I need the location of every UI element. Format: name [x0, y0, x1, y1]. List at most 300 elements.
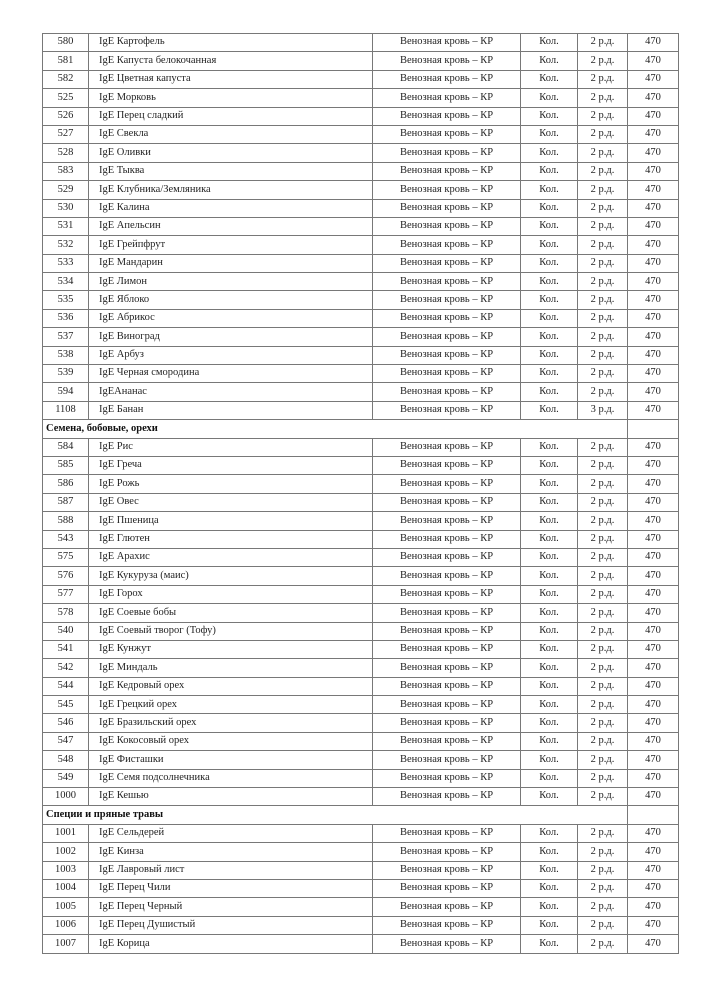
result-type-cell: Кол. [521, 898, 578, 916]
turnaround-cell: 2 р.д. [578, 291, 628, 309]
result-type-cell: Кол. [521, 383, 578, 401]
turnaround-cell: 3 р.д. [578, 401, 628, 419]
code-cell: 575 [43, 548, 89, 566]
table-row [43, 144, 679, 162]
code-cell: 577 [43, 585, 89, 603]
test-name-cell: IgE Морковь [89, 89, 373, 107]
table-row [43, 401, 679, 419]
table-row [43, 89, 679, 107]
code-cell: 581 [43, 52, 89, 70]
code-cell: 546 [43, 714, 89, 732]
code-cell: 1108 [43, 401, 89, 419]
turnaround-cell: 2 р.д. [578, 548, 628, 566]
test-name-cell: IgE Корица [89, 935, 373, 953]
result-type-cell: Кол. [521, 696, 578, 714]
test-name-cell: IgE Цветная капуста [89, 70, 373, 88]
price-cell: 470 [628, 714, 679, 732]
test-name-cell: IgE Грецкий орех [89, 696, 373, 714]
biomaterial-cell: Венозная кровь – КР [373, 843, 521, 861]
test-name-cell: IgE Мандарин [89, 254, 373, 272]
biomaterial-cell: Венозная кровь – КР [373, 548, 521, 566]
code-cell: 534 [43, 273, 89, 291]
code-cell: 580 [43, 34, 89, 52]
result-type-cell: Кол. [521, 236, 578, 254]
price-cell: 470 [628, 346, 679, 364]
result-type-cell: Кол. [521, 585, 578, 603]
code-cell: 583 [43, 162, 89, 180]
biomaterial-cell: Венозная кровь – КР [373, 916, 521, 934]
price-cell: 470 [628, 475, 679, 493]
biomaterial-cell: Венозная кровь – КР [373, 751, 521, 769]
biomaterial-cell: Венозная кровь – КР [373, 125, 521, 143]
test-name-cell: IgE Грейпфрут [89, 236, 373, 254]
price-cell: 470 [628, 824, 679, 842]
price-cell: 470 [628, 585, 679, 603]
code-cell: 525 [43, 89, 89, 107]
price-list-body [43, 34, 679, 954]
table-row [43, 512, 679, 530]
price-cell: 470 [628, 383, 679, 401]
table-row [43, 70, 679, 88]
result-type-cell: Кол. [521, 52, 578, 70]
price-cell: 470 [628, 548, 679, 566]
table-row [43, 769, 679, 787]
test-name-cell: IgE Яблоко [89, 291, 373, 309]
table-row [43, 52, 679, 70]
turnaround-cell: 2 р.д. [578, 346, 628, 364]
result-type-cell: Кол. [521, 144, 578, 162]
result-type-cell: Кол. [521, 530, 578, 548]
biomaterial-cell: Венозная кровь – КР [373, 604, 521, 622]
test-name-cell: IgE Абрикос [89, 309, 373, 327]
result-type-cell: Кол. [521, 291, 578, 309]
turnaround-cell: 2 р.д. [578, 788, 628, 806]
price-cell: 470 [628, 604, 679, 622]
price-cell: 470 [628, 236, 679, 254]
section-header-row [43, 420, 679, 438]
result-type-cell: Кол. [521, 475, 578, 493]
turnaround-cell: 2 р.д. [578, 456, 628, 474]
table-row [43, 107, 679, 125]
biomaterial-cell: Венозная кровь – КР [373, 788, 521, 806]
test-name-cell: IgE Арахис [89, 548, 373, 566]
code-cell: 544 [43, 677, 89, 695]
test-name-cell: IgE Перец сладкий [89, 107, 373, 125]
test-name-cell: IgE Лавровый лист [89, 861, 373, 879]
price-cell: 470 [628, 254, 679, 272]
price-cell: 470 [628, 788, 679, 806]
table-row [43, 732, 679, 750]
result-type-cell: Кол. [521, 217, 578, 235]
result-type-cell: Кол. [521, 824, 578, 842]
table-row [43, 567, 679, 585]
biomaterial-cell: Венозная кровь – КР [373, 696, 521, 714]
code-cell: 1001 [43, 824, 89, 842]
section-header-empty-price-cell [628, 806, 679, 824]
test-name-cell: IgE Соевый творог (Тофу) [89, 622, 373, 640]
code-cell: 536 [43, 309, 89, 327]
biomaterial-cell: Венозная кровь – КР [373, 769, 521, 787]
test-name-cell: IgE Арбуз [89, 346, 373, 364]
table-row [43, 898, 679, 916]
section-header-empty-price-cell [628, 420, 679, 438]
result-type-cell: Кол. [521, 70, 578, 88]
table-row [43, 677, 679, 695]
test-name-cell: IgE Перец Чили [89, 879, 373, 897]
test-name-cell: IgE Семя подсолнечника [89, 769, 373, 787]
turnaround-cell: 2 р.д. [578, 365, 628, 383]
turnaround-cell: 2 р.д. [578, 328, 628, 346]
biomaterial-cell: Венозная кровь – КР [373, 456, 521, 474]
code-cell: 1004 [43, 879, 89, 897]
price-cell: 470 [628, 401, 679, 419]
turnaround-cell: 2 р.д. [578, 935, 628, 953]
biomaterial-cell: Венозная кровь – КР [373, 70, 521, 88]
table-row [43, 696, 679, 714]
code-cell: 537 [43, 328, 89, 346]
result-type-cell: Кол. [521, 548, 578, 566]
turnaround-cell: 2 р.д. [578, 824, 628, 842]
code-cell: 1003 [43, 861, 89, 879]
section-header-row [43, 806, 679, 824]
turnaround-cell: 2 р.д. [578, 659, 628, 677]
result-type-cell: Кол. [521, 254, 578, 272]
biomaterial-cell: Венозная кровь – КР [373, 89, 521, 107]
price-cell: 470 [628, 677, 679, 695]
result-type-cell: Кол. [521, 916, 578, 934]
price-cell: 470 [628, 567, 679, 585]
price-cell: 470 [628, 89, 679, 107]
table-row [43, 843, 679, 861]
turnaround-cell: 2 р.д. [578, 567, 628, 585]
turnaround-cell: 2 р.д. [578, 144, 628, 162]
biomaterial-cell: Венозная кровь – КР [373, 144, 521, 162]
table-row [43, 751, 679, 769]
table-row [43, 346, 679, 364]
biomaterial-cell: Венозная кровь – КР [373, 622, 521, 640]
test-name-cell: IgE Соевые бобы [89, 604, 373, 622]
test-name-cell: IgE Лимон [89, 273, 373, 291]
result-type-cell: Кол. [521, 879, 578, 897]
table-row [43, 585, 679, 603]
code-cell: 531 [43, 217, 89, 235]
code-cell: 576 [43, 567, 89, 585]
table-row [43, 383, 679, 401]
test-name-cell: IgE Фисташки [89, 751, 373, 769]
biomaterial-cell: Венозная кровь – КР [373, 935, 521, 953]
biomaterial-cell: Венозная кровь – КР [373, 107, 521, 125]
turnaround-cell: 2 р.д. [578, 107, 628, 125]
turnaround-cell: 2 р.д. [578, 861, 628, 879]
code-cell: 527 [43, 125, 89, 143]
test-name-cell: IgE Рожь [89, 475, 373, 493]
price-cell: 470 [628, 512, 679, 530]
price-cell: 470 [628, 935, 679, 953]
result-type-cell: Кол. [521, 493, 578, 511]
turnaround-cell: 2 р.д. [578, 677, 628, 695]
code-cell: 539 [43, 365, 89, 383]
result-type-cell: Кол. [521, 622, 578, 640]
price-cell: 470 [628, 181, 679, 199]
turnaround-cell: 2 р.д. [578, 181, 628, 199]
biomaterial-cell: Венозная кровь – КР [373, 181, 521, 199]
result-type-cell: Кол. [521, 788, 578, 806]
price-cell: 470 [628, 34, 679, 52]
code-cell: 584 [43, 438, 89, 456]
code-cell: 549 [43, 769, 89, 787]
turnaround-cell: 2 р.д. [578, 475, 628, 493]
code-cell: 543 [43, 530, 89, 548]
test-name-cell: IgE Перец Душистый [89, 916, 373, 934]
table-row [43, 824, 679, 842]
code-cell: 542 [43, 659, 89, 677]
turnaround-cell: 2 р.д. [578, 769, 628, 787]
biomaterial-cell: Венозная кровь – КР [373, 273, 521, 291]
test-name-cell: IgE Кунжут [89, 640, 373, 658]
table-row [43, 217, 679, 235]
table-row [43, 273, 679, 291]
table-row [43, 236, 679, 254]
table-row [43, 309, 679, 327]
price-cell: 470 [628, 438, 679, 456]
table-row [43, 916, 679, 934]
turnaround-cell: 2 р.д. [578, 125, 628, 143]
code-cell: 1007 [43, 935, 89, 953]
table-row [43, 456, 679, 474]
price-list-table [42, 33, 679, 954]
turnaround-cell: 2 р.д. [578, 512, 628, 530]
biomaterial-cell: Венозная кровь – КР [373, 34, 521, 52]
biomaterial-cell: Венозная кровь – КР [373, 512, 521, 530]
result-type-cell: Кол. [521, 438, 578, 456]
biomaterial-cell: Венозная кровь – КР [373, 328, 521, 346]
test-name-cell: IgE Миндаль [89, 659, 373, 677]
price-cell: 470 [628, 52, 679, 70]
price-cell: 470 [628, 493, 679, 511]
code-cell: 538 [43, 346, 89, 364]
biomaterial-cell: Венозная кровь – КР [373, 162, 521, 180]
test-name-cell: IgE Свекла [89, 125, 373, 143]
biomaterial-cell: Венозная кровь – КР [373, 291, 521, 309]
price-cell: 470 [628, 70, 679, 88]
table-row [43, 935, 679, 953]
table-row [43, 125, 679, 143]
table-row [43, 640, 679, 658]
price-cell: 470 [628, 879, 679, 897]
turnaround-cell: 2 р.д. [578, 217, 628, 235]
test-name-cell: IgE Овес [89, 493, 373, 511]
turnaround-cell: 2 р.д. [578, 530, 628, 548]
turnaround-cell: 2 р.д. [578, 585, 628, 603]
biomaterial-cell: Венозная кровь – КР [373, 585, 521, 603]
table-row [43, 548, 679, 566]
turnaround-cell: 2 р.д. [578, 843, 628, 861]
test-name-cell: IgE Кешью [89, 788, 373, 806]
code-cell: 533 [43, 254, 89, 272]
price-cell: 470 [628, 291, 679, 309]
code-cell: 587 [43, 493, 89, 511]
biomaterial-cell: Венозная кровь – КР [373, 236, 521, 254]
result-type-cell: Кол. [521, 769, 578, 787]
turnaround-cell: 2 р.д. [578, 493, 628, 511]
test-name-cell: IgE Виноград [89, 328, 373, 346]
code-cell: 529 [43, 181, 89, 199]
biomaterial-cell: Венозная кровь – КР [373, 659, 521, 677]
section-header-label: Специи и пряные травы [43, 806, 628, 824]
result-type-cell: Кол. [521, 456, 578, 474]
price-cell: 470 [628, 751, 679, 769]
test-name-cell: IgE Банан [89, 401, 373, 419]
code-cell: 547 [43, 732, 89, 750]
turnaround-cell: 2 р.д. [578, 714, 628, 732]
biomaterial-cell: Венозная кровь – КР [373, 383, 521, 401]
result-type-cell: Кол. [521, 843, 578, 861]
code-cell: 528 [43, 144, 89, 162]
table-row [43, 861, 679, 879]
result-type-cell: Кол. [521, 89, 578, 107]
price-cell: 470 [628, 640, 679, 658]
biomaterial-cell: Венозная кровь – КР [373, 898, 521, 916]
test-name-cell: IgE Кинза [89, 843, 373, 861]
price-cell: 470 [628, 732, 679, 750]
result-type-cell: Кол. [521, 935, 578, 953]
test-name-cell: IgE Пшеница [89, 512, 373, 530]
turnaround-cell: 2 р.д. [578, 604, 628, 622]
biomaterial-cell: Венозная кровь – КР [373, 861, 521, 879]
price-cell: 470 [628, 365, 679, 383]
price-cell: 470 [628, 898, 679, 916]
code-cell: 530 [43, 199, 89, 217]
turnaround-cell: 2 р.д. [578, 438, 628, 456]
price-cell: 470 [628, 843, 679, 861]
turnaround-cell: 2 р.д. [578, 236, 628, 254]
biomaterial-cell: Венозная кровь – КР [373, 567, 521, 585]
price-cell: 470 [628, 769, 679, 787]
test-name-cell: IgE Оливки [89, 144, 373, 162]
biomaterial-cell: Венозная кровь – КР [373, 824, 521, 842]
biomaterial-cell: Венозная кровь – КР [373, 309, 521, 327]
price-cell: 470 [628, 309, 679, 327]
result-type-cell: Кол. [521, 125, 578, 143]
turnaround-cell: 2 р.д. [578, 640, 628, 658]
table-row [43, 328, 679, 346]
table-row [43, 879, 679, 897]
biomaterial-cell: Венозная кровь – КР [373, 199, 521, 217]
turnaround-cell: 2 р.д. [578, 732, 628, 750]
code-cell: 1006 [43, 916, 89, 934]
test-name-cell: IgE Кукуруза (маис) [89, 567, 373, 585]
price-cell: 470 [628, 622, 679, 640]
result-type-cell: Кол. [521, 107, 578, 125]
test-name-cell: IgE Греча [89, 456, 373, 474]
price-cell: 470 [628, 456, 679, 474]
result-type-cell: Кол. [521, 677, 578, 695]
price-cell: 470 [628, 861, 679, 879]
result-type-cell: Кол. [521, 567, 578, 585]
result-type-cell: Кол. [521, 309, 578, 327]
turnaround-cell: 2 р.д. [578, 254, 628, 272]
code-cell: 594 [43, 383, 89, 401]
result-type-cell: Кол. [521, 34, 578, 52]
code-cell: 526 [43, 107, 89, 125]
table-row [43, 622, 679, 640]
biomaterial-cell: Венозная кровь – КР [373, 52, 521, 70]
test-name-cell: IgE Кедровый орех [89, 677, 373, 695]
table-row [43, 181, 679, 199]
table-row [43, 530, 679, 548]
result-type-cell: Кол. [521, 640, 578, 658]
table-row [43, 254, 679, 272]
biomaterial-cell: Венозная кровь – КР [373, 346, 521, 364]
result-type-cell: Кол. [521, 659, 578, 677]
price-cell: 470 [628, 916, 679, 934]
turnaround-cell: 2 р.д. [578, 383, 628, 401]
price-cell: 470 [628, 696, 679, 714]
result-type-cell: Кол. [521, 714, 578, 732]
turnaround-cell: 2 р.д. [578, 898, 628, 916]
biomaterial-cell: Венозная кровь – КР [373, 879, 521, 897]
test-name-cell: IgE Капуста белокочанная [89, 52, 373, 70]
test-name-cell: IgE Черная смородина [89, 365, 373, 383]
turnaround-cell: 2 р.д. [578, 52, 628, 70]
turnaround-cell: 2 р.д. [578, 309, 628, 327]
code-cell: 578 [43, 604, 89, 622]
code-cell: 541 [43, 640, 89, 658]
table-row [43, 604, 679, 622]
code-cell: 532 [43, 236, 89, 254]
table-row [43, 714, 679, 732]
turnaround-cell: 2 р.д. [578, 696, 628, 714]
test-name-cell: IgE Картофель [89, 34, 373, 52]
code-cell: 545 [43, 696, 89, 714]
result-type-cell: Кол. [521, 604, 578, 622]
code-cell: 535 [43, 291, 89, 309]
result-type-cell: Кол. [521, 273, 578, 291]
biomaterial-cell: Венозная кровь – КР [373, 714, 521, 732]
price-cell: 470 [628, 273, 679, 291]
price-cell: 470 [628, 217, 679, 235]
turnaround-cell: 2 р.д. [578, 622, 628, 640]
result-type-cell: Кол. [521, 162, 578, 180]
test-name-cell: IgE Рис [89, 438, 373, 456]
test-name-cell: IgE Тыква [89, 162, 373, 180]
test-name-cell: IgEАнанас [89, 383, 373, 401]
biomaterial-cell: Венозная кровь – КР [373, 732, 521, 750]
result-type-cell: Кол. [521, 328, 578, 346]
table-row [43, 475, 679, 493]
result-type-cell: Кол. [521, 365, 578, 383]
turnaround-cell: 2 р.д. [578, 916, 628, 934]
biomaterial-cell: Венозная кровь – КР [373, 475, 521, 493]
code-cell: 585 [43, 456, 89, 474]
biomaterial-cell: Венозная кровь – КР [373, 493, 521, 511]
code-cell: 1002 [43, 843, 89, 861]
biomaterial-cell: Венозная кровь – КР [373, 217, 521, 235]
table-row [43, 291, 679, 309]
result-type-cell: Кол. [521, 732, 578, 750]
biomaterial-cell: Венозная кровь – КР [373, 254, 521, 272]
table-row [43, 365, 679, 383]
code-cell: 1005 [43, 898, 89, 916]
code-cell: 1000 [43, 788, 89, 806]
price-cell: 470 [628, 162, 679, 180]
biomaterial-cell: Венозная кровь – КР [373, 640, 521, 658]
test-name-cell: IgE Сельдерей [89, 824, 373, 842]
turnaround-cell: 2 р.д. [578, 162, 628, 180]
turnaround-cell: 2 р.д. [578, 751, 628, 769]
test-name-cell: IgE Глютен [89, 530, 373, 548]
price-cell: 470 [628, 107, 679, 125]
